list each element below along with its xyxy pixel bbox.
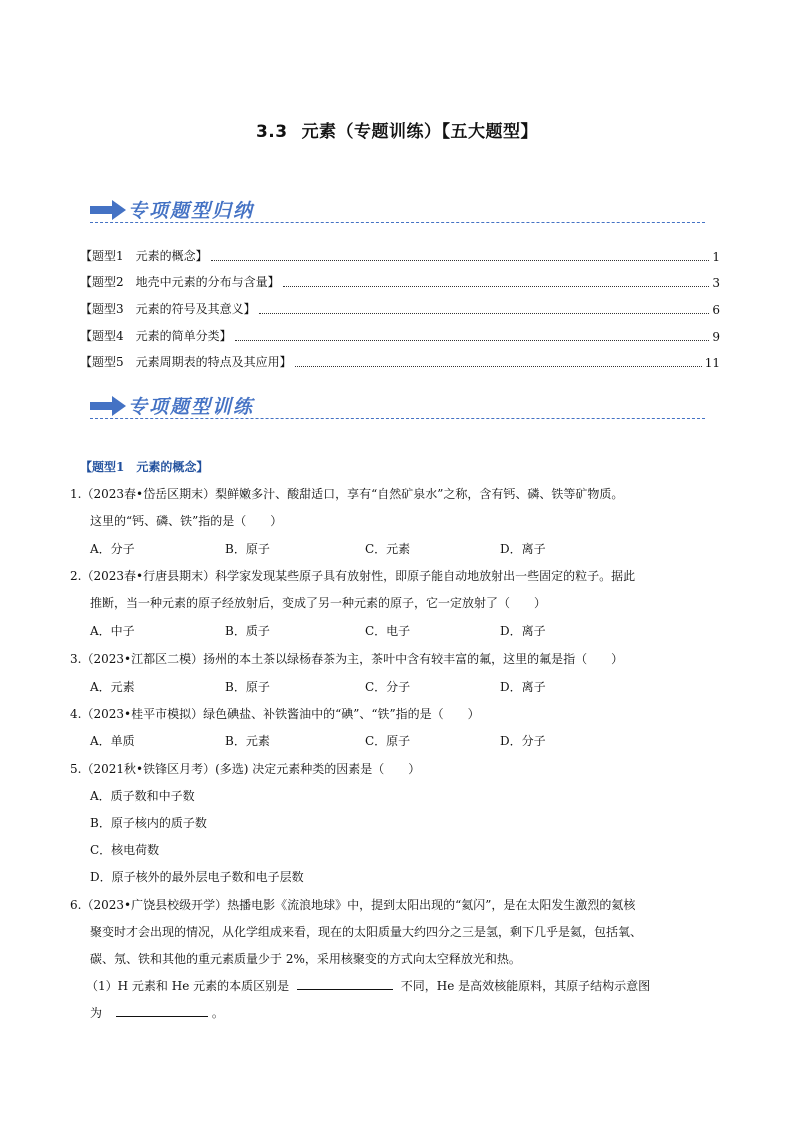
q2-option-d[interactable]: D．离子 — [500, 624, 546, 638]
q5-option-c[interactable]: C．核电荷数 — [90, 843, 160, 857]
toc-label: 【题型5 元素周期表的特点及其应用】 — [80, 355, 292, 369]
question-6-sub-1 — [86, 977, 650, 994]
q3-option-c[interactable]: C．分子 — [365, 680, 411, 694]
banner-divider — [90, 222, 705, 223]
toc-leader — [235, 339, 710, 341]
q4-option-a[interactable]: A．单质 — [90, 734, 135, 748]
q2-option-c[interactable]: C．电子 — [365, 624, 411, 638]
toc-page: 9 — [712, 330, 720, 344]
toc-page: 6 — [712, 303, 720, 317]
page-title — [0, 117, 794, 142]
toc-item-1[interactable] — [80, 246, 720, 264]
summary-banner-text: 专项题型归纳 — [128, 200, 255, 222]
question-6-line-1: 6.（2023•广饶县校级开学）热播电影《流浪地球》中，提到太阳出现的“氦闪”，是在太阳发生激烈的氦核 — [70, 898, 636, 912]
toc-item-4[interactable] — [80, 326, 720, 344]
toc-item-3[interactable] — [80, 299, 720, 317]
training-banner-text: 专项题型训练 — [128, 396, 255, 418]
q2-option-a[interactable]: A．中子 — [90, 624, 135, 638]
q1-option-a[interactable]: A．分子 — [90, 542, 135, 556]
title-text: 元素（专题训练）【五大题型】 — [301, 122, 539, 142]
training-banner — [90, 392, 710, 420]
toc-leader — [259, 312, 710, 314]
q5-option-a[interactable]: A．质子数和中子数 — [90, 789, 195, 803]
title-number: 3.3 — [255, 122, 288, 142]
arrow-right-icon — [90, 396, 126, 416]
section-heading: 【题型1 元素的概念】 — [80, 460, 209, 474]
question-6-line-2: 聚变时才会出现的情况，从化学组成来看，现在的太阳质量大约四分之三是氢，剩下几乎是氦，包括氧、 — [90, 925, 643, 939]
q5-option-d[interactable]: D．原子核外的最外层电子数和电子层数 — [90, 870, 304, 884]
q1-option-c[interactable]: C．元素 — [365, 542, 411, 556]
answer-blank-1[interactable] — [297, 977, 393, 990]
answer-blank-2[interactable] — [116, 1004, 208, 1017]
question-2-line-2: 推断，当一种元素的原子经放射后，变成了另一种元素的原子，它一定放射了（ ） — [90, 596, 547, 610]
sub1b-text-after: 。 — [211, 1006, 224, 1020]
sub1b-text-before: 为 — [90, 1006, 103, 1020]
toc-page: 11 — [704, 356, 720, 370]
question-5-line-1: 5.（2021秋•铁锋区月考）(多选) 决定元素种类的因素是（ ） — [70, 762, 421, 776]
summary-banner — [90, 196, 710, 224]
toc-label: 【题型3 元素的符号及其意义】 — [80, 302, 256, 316]
banner-divider — [90, 418, 705, 419]
q3-option-d[interactable]: D．离子 — [500, 680, 546, 694]
q1-option-d[interactable]: D．离子 — [500, 542, 546, 556]
q3-option-b[interactable]: B．原子 — [225, 680, 270, 694]
toc-item-5[interactable] — [80, 352, 720, 370]
q2-option-b[interactable]: B．质子 — [225, 624, 270, 638]
arrow-right-icon — [90, 200, 126, 220]
toc-page: 3 — [712, 276, 720, 290]
toc-label: 【题型1 元素的概念】 — [80, 249, 208, 263]
q4-option-b[interactable]: B．元素 — [225, 734, 270, 748]
question-6-sub-1b — [90, 1004, 224, 1021]
toc-leader — [211, 259, 710, 261]
question-1-line-1: 1.（2023春•岱岳区期末）梨鲜嫩多汁、酸甜适口，享有“自然矿泉水”之称，含有钙、磷、铁等矿物质。 — [70, 487, 624, 501]
toc-page: 1 — [712, 250, 720, 264]
q1-option-b[interactable]: B．原子 — [225, 542, 270, 556]
toc-leader — [283, 285, 710, 287]
question-3-line-1: 3.（2023•江都区二模）扬州的本土茶以绿杨春茶为主，茶叶中含有较丰富的氟，这里的氟是指（ ） — [70, 652, 624, 666]
sub1-text-after: 不同，He 是高效核能原料，其原子结构示意图 — [400, 979, 651, 993]
question-6-line-3: 碳、氖、铁和其他的重元素质量少于 2%，采用核聚变的方式向太空释放光和热。 — [90, 952, 521, 966]
toc-label: 【题型2 地壳中元素的分布与含量】 — [80, 275, 280, 289]
q4-option-d[interactable]: D．分子 — [500, 734, 546, 748]
q3-option-a[interactable]: A．元素 — [90, 680, 135, 694]
toc-leader — [295, 365, 702, 367]
sub1-text-before: （1）H 元素和 He 元素的本质区别是 — [86, 979, 290, 993]
q5-option-b[interactable]: B．原子核内的质子数 — [90, 816, 207, 830]
toc-item-2[interactable] — [80, 272, 720, 290]
question-1-line-2: 这里的“钙、磷、铁”指的是（ ） — [90, 514, 283, 528]
q4-option-c[interactable]: C．原子 — [365, 734, 411, 748]
toc-label: 【题型4 元素的简单分类】 — [80, 329, 232, 343]
question-2-line-1: 2.（2023春•行唐县期末）科学家发现某些原子具有放射性，即原子能自动地放射出一些固定的粒子。据此 — [70, 569, 636, 583]
question-4-line-1: 4.（2023•桂平市模拟）绿色碘盐、补铁酱油中的“碘”、“铁”指的是（ ） — [70, 707, 480, 721]
